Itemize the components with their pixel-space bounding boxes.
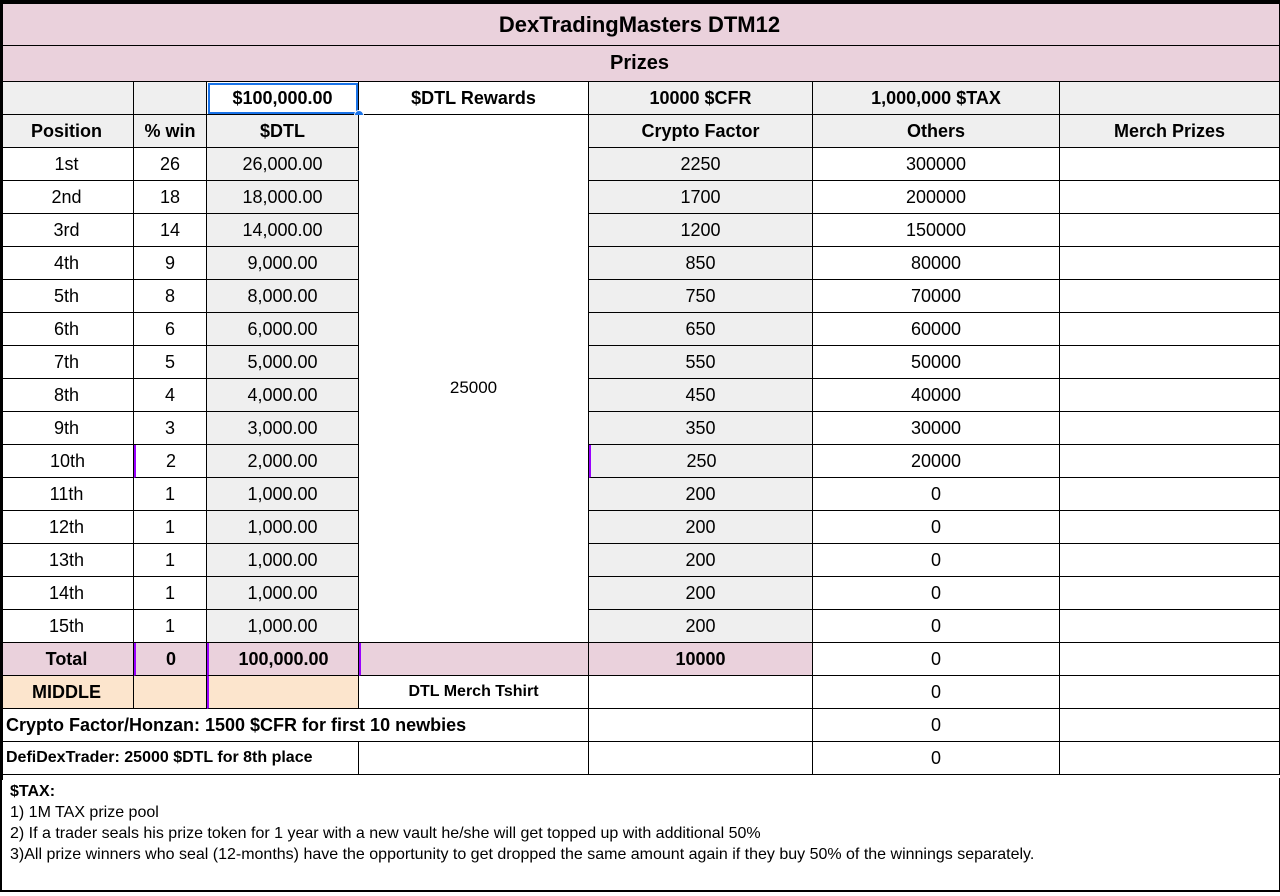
cell-win-pct[interactable]: 26: [134, 148, 207, 181]
cell-position[interactable]: 12th: [0, 511, 134, 544]
cell-others[interactable]: 0: [813, 544, 1060, 577]
cell-dtl[interactable]: 1,000.00: [207, 511, 359, 544]
total-win-pct[interactable]: 0: [134, 643, 207, 676]
cell-crypto-factor[interactable]: 350: [589, 412, 813, 445]
column-header-others[interactable]: Others: [813, 115, 1060, 148]
cell-position[interactable]: 5th: [0, 280, 134, 313]
cell-merch[interactable]: [1060, 445, 1280, 478]
middle-merch[interactable]: [1060, 676, 1280, 709]
cell-merch[interactable]: [1060, 544, 1280, 577]
column-header-merch[interactable]: Merch Prizes: [1060, 115, 1280, 148]
top-header-win-pct[interactable]: [134, 82, 207, 115]
cell-crypto-factor[interactable]: 250: [589, 445, 813, 478]
notes-line-2: 2) If a trader seals his prize token for 1 year with a new vault he/she will get topped up with additional 50%: [10, 825, 761, 842]
cell-win-pct[interactable]: 18: [134, 181, 207, 214]
cell-position[interactable]: 6th: [0, 313, 134, 346]
cell-others[interactable]: 300000: [813, 148, 1060, 181]
cell-others[interactable]: 70000: [813, 280, 1060, 313]
cell-position[interactable]: 7th: [0, 346, 134, 379]
cell-position[interactable]: 15th: [0, 610, 134, 643]
cell-dtl[interactable]: 3,000.00: [207, 412, 359, 445]
cell-others[interactable]: 40000: [813, 379, 1060, 412]
defidex-rewards-empty[interactable]: [359, 742, 589, 775]
cell-merch[interactable]: [1060, 214, 1280, 247]
cell-win-pct[interactable]: 4: [134, 379, 207, 412]
cell-others[interactable]: 150000: [813, 214, 1060, 247]
cell-position[interactable]: 4th: [0, 247, 134, 280]
cell-merch[interactable]: [1060, 148, 1280, 181]
cell-dtl[interactable]: 14,000.00: [207, 214, 359, 247]
cell-crypto-factor[interactable]: 750: [589, 280, 813, 313]
column-header-win-pct[interactable]: % win: [134, 115, 207, 148]
top-header-dtl-rewards[interactable]: $DTL Rewards: [359, 82, 589, 115]
sheet-title[interactable]: DexTradingMasters DTM12: [0, 4, 1280, 46]
top-header-merch[interactable]: [1060, 82, 1280, 115]
cell-merch[interactable]: [1060, 610, 1280, 643]
cell-merch[interactable]: [1060, 313, 1280, 346]
notes-heading: $TAX:: [10, 783, 56, 800]
top-header-dtl[interactable]: $100,000.00: [207, 82, 359, 115]
notes-line-1: 1) 1M TAX prize pool: [10, 804, 159, 821]
cell-crypto-factor[interactable]: 1700: [589, 181, 813, 214]
cell-position[interactable]: 9th: [0, 412, 134, 445]
cell-win-pct[interactable]: 1: [134, 610, 207, 643]
top-header-crypto-factor[interactable]: 10000 $CFR: [589, 82, 813, 115]
cell-crypto-factor[interactable]: 200: [589, 577, 813, 610]
cell-dtl[interactable]: 18,000.00: [207, 181, 359, 214]
crypto-factor-note[interactable]: Crypto Factor/Honzan: 1500 $CFR for first 10 newbies: [0, 709, 589, 742]
crypto-factor-others[interactable]: 0: [813, 709, 1060, 742]
cell-merch[interactable]: [1060, 247, 1280, 280]
cell-merch[interactable]: [1060, 478, 1280, 511]
defidex-merch[interactable]: [1060, 742, 1280, 775]
cell-crypto-factor[interactable]: 450: [589, 379, 813, 412]
cell-win-pct[interactable]: 5: [134, 346, 207, 379]
cell-crypto-factor[interactable]: 1200: [589, 214, 813, 247]
cell-dtl[interactable]: 26,000.00: [207, 148, 359, 181]
cell-position[interactable]: 14th: [0, 577, 134, 610]
cell-dtl[interactable]: 6,000.00: [207, 313, 359, 346]
cell-win-pct[interactable]: 6: [134, 313, 207, 346]
cell-win-pct[interactable]: 1: [134, 511, 207, 544]
cell-crypto-factor[interactable]: 200: [589, 478, 813, 511]
cell-merch[interactable]: [1060, 511, 1280, 544]
total-position[interactable]: Total: [0, 643, 134, 676]
cell-merch[interactable]: [1060, 577, 1280, 610]
cell-others[interactable]: 30000: [813, 412, 1060, 445]
notes-line-3: 3)All prize winners who seal (12-months) have the opportunity to get dropped the same amount again if they buy 50% of the winnings separately.: [10, 846, 1035, 863]
cell-win-pct[interactable]: 1: [134, 478, 207, 511]
cell-position[interactable]: 3rd: [0, 214, 134, 247]
cell-merch[interactable]: [1060, 346, 1280, 379]
dtl-rewards-merged-cell[interactable]: 25000: [359, 115, 589, 643]
cell-crypto-factor[interactable]: 2250: [589, 148, 813, 181]
middle-crypto-factor[interactable]: [589, 676, 813, 709]
cell-crypto-factor[interactable]: 200: [589, 511, 813, 544]
total-dtl[interactable]: 100,000.00: [207, 643, 359, 676]
cell-dtl[interactable]: 5,000.00: [207, 346, 359, 379]
defidex-crypto-empty[interactable]: [589, 742, 813, 775]
total-crypto-factor[interactable]: 10000: [589, 643, 813, 676]
cell-dtl[interactable]: 8,000.00: [207, 280, 359, 313]
cell-others[interactable]: 80000: [813, 247, 1060, 280]
cell-win-pct[interactable]: 2: [134, 445, 207, 478]
cell-dtl[interactable]: 1,000.00: [207, 577, 359, 610]
cell-position[interactable]: 1st: [0, 148, 134, 181]
cell-win-pct[interactable]: 14: [134, 214, 207, 247]
cell-others[interactable]: 200000: [813, 181, 1060, 214]
sheet-frame-left: [0, 0, 3, 780]
cell-merch[interactable]: [1060, 412, 1280, 445]
column-header-position[interactable]: Position: [0, 115, 134, 148]
cell-dtl[interactable]: 1,000.00: [207, 544, 359, 577]
total-dtl-rewards[interactable]: [359, 643, 589, 676]
cell-position[interactable]: 2nd: [0, 181, 134, 214]
top-header-position[interactable]: [0, 82, 134, 115]
cell-dtl[interactable]: 9,000.00: [207, 247, 359, 280]
cell-others[interactable]: 0: [813, 478, 1060, 511]
cell-crypto-factor[interactable]: 850: [589, 247, 813, 280]
middle-others[interactable]: 0: [813, 676, 1060, 709]
defidex-note[interactable]: DefiDexTrader: 25000 $DTL for 8th place: [0, 742, 359, 775]
notes-cell[interactable]: [0, 778, 1280, 892]
cell-win-pct[interactable]: 8: [134, 280, 207, 313]
defidex-others[interactable]: 0: [813, 742, 1060, 775]
column-header-crypto-factor[interactable]: Crypto Factor: [589, 115, 813, 148]
cell-position[interactable]: 13th: [0, 544, 134, 577]
middle-dtl[interactable]: [207, 676, 359, 709]
prizes-subtitle[interactable]: Prizes: [0, 46, 1280, 82]
cell-position[interactable]: 8th: [0, 379, 134, 412]
total-merch[interactable]: [1060, 643, 1280, 676]
middle-dtl-rewards[interactable]: DTL Merch Tshirt: [359, 676, 589, 709]
cell-dtl[interactable]: 4,000.00: [207, 379, 359, 412]
cell-position[interactable]: 10th: [0, 445, 134, 478]
sheet-frame-top: [0, 0, 1280, 4]
cell-crypto-factor[interactable]: 650: [589, 313, 813, 346]
cell-crypto-factor[interactable]: 200: [589, 544, 813, 577]
crypto-factor-merch[interactable]: [1060, 709, 1280, 742]
middle-win-pct[interactable]: [134, 676, 207, 709]
cell-win-pct[interactable]: 1: [134, 577, 207, 610]
top-header-others[interactable]: 1,000,000 $TAX: [813, 82, 1060, 115]
cell-win-pct[interactable]: 9: [134, 247, 207, 280]
cell-crypto-factor[interactable]: 200: [589, 610, 813, 643]
cell-win-pct[interactable]: 1: [134, 544, 207, 577]
cell-dtl[interactable]: 1,000.00: [207, 610, 359, 643]
cell-others[interactable]: 20000: [813, 445, 1060, 478]
cell-dtl[interactable]: 2,000.00: [207, 445, 359, 478]
middle-position[interactable]: MIDDLE: [0, 676, 134, 709]
cell-others[interactable]: 0: [813, 511, 1060, 544]
total-others[interactable]: 0: [813, 643, 1060, 676]
column-header-dtl[interactable]: $DTL: [207, 115, 359, 148]
cell-others[interactable]: 60000: [813, 313, 1060, 346]
cell-win-pct[interactable]: 3: [134, 412, 207, 445]
cell-position[interactable]: 11th: [0, 478, 134, 511]
cell-merch[interactable]: [1060, 280, 1280, 313]
cell-crypto-factor[interactable]: 550: [589, 346, 813, 379]
cell-others[interactable]: 0: [813, 610, 1060, 643]
cell-merch[interactable]: [1060, 181, 1280, 214]
cell-others[interactable]: 50000: [813, 346, 1060, 379]
crypto-factor-empty[interactable]: [589, 709, 813, 742]
cell-others[interactable]: 0: [813, 577, 1060, 610]
cell-dtl[interactable]: 1,000.00: [207, 478, 359, 511]
cell-merch[interactable]: [1060, 379, 1280, 412]
